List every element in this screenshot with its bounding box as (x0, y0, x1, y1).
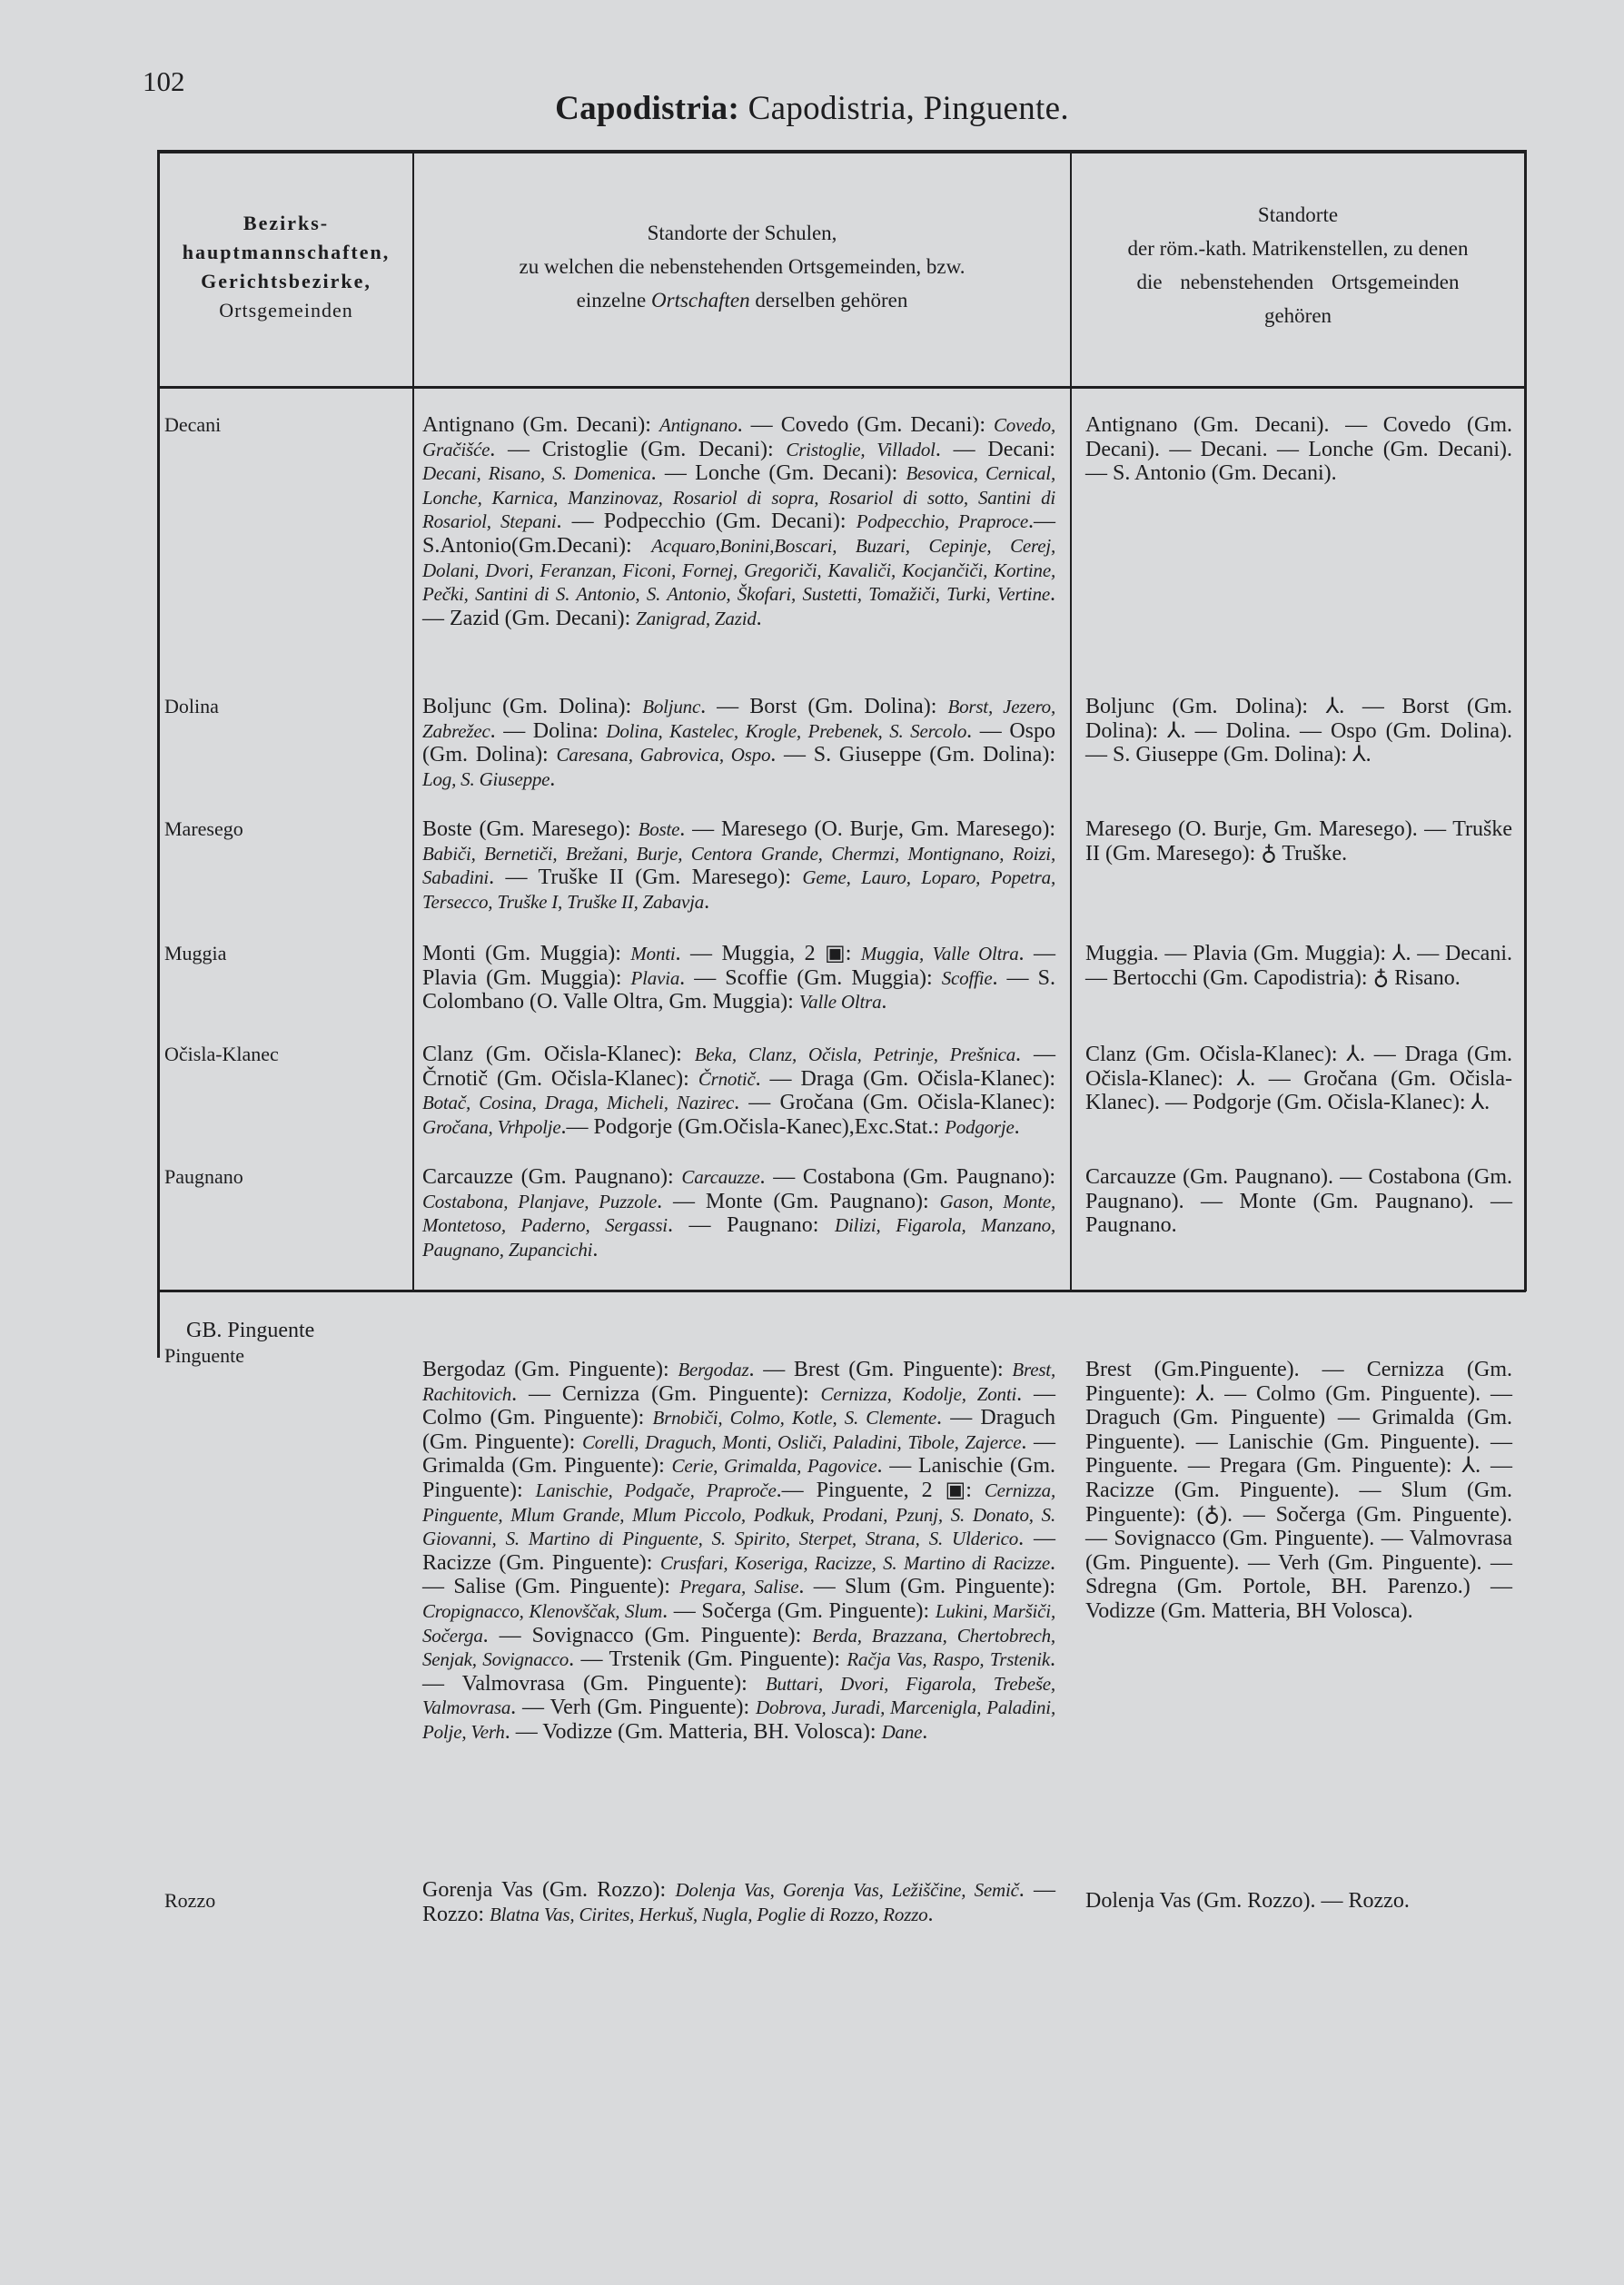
row-decani-schools: Antignano (Gm. Decani): Antignano. — Covedo (Gm. Decani): Covedo, Gračišće. — Cristoglie (Gm. Decani): Cristoglie, Villadol. — Decani: Decani, Risano, S. Domenica. — Lonche (Gm. Decani): Besovica, Cernical, Lonche, Karnica, Manzinovaz, Rosariol di sopra, Rosariol di sotto, Santini di Rosariol, Stepani. — Podpecchio (Gm. Decani): Podpecchio, Praproce.—S.Antonio(Gm.Decani): Acquaro,Bonini,Boscari, Buzari, Cepinje, Cerej, Dolani, Dvori, Feranzan, Ficoni, Fornej, Gregoriči, Kavaliči, Kocjančiči, Kortine, Pečki, Santini di S. Antonio, S. Antonio, Škofari, Sustetti, Tomažiči, Turki, Vertine. — Zazid (Gm. Decani): Zanigrad, Zazid. (422, 413, 1056, 630)
header-col1-line4: Ortsgemeinden (219, 299, 353, 321)
row-muggia-schools: Monti (Gm. Muggia): Monti. — Muggia, 2 ▣: Muggia, Valle Oltra. — Plavia (Gm. Muggia): Plavia. — Scoffie (Gm. Muggia): Scoffie. — S. Colombano (O. Valle Oltra, Gm. Muggia): Valle Oltra. (422, 942, 1056, 1014)
header-col1-line2: hauptmannschaften, (182, 241, 391, 263)
row-paugnano-parishes: Carcauzze (Gm. Paugnano). — Costabona (Gm. Paugnano). — Monte (Gm. Paugnano). — Paugnano. (1085, 1165, 1512, 1238)
row-paugnano-schools: Carcauzze (Gm. Paugnano): Carcauzze. — Costabona (Gm. Paugnano): Costabona, Planjave, Puzzole. — Monte (Gm. Paugnano): Gason, Monte, Montetoso, Paderno, Sergassi. — Paugnano: Dilizi, Figarola, Manzano, Paugnano, Zupancichi. (422, 1165, 1056, 1261)
row-muggia-parishes: Muggia. — Plavia (Gm. Muggia): ⅄. — Decani. — Bertocchi (Gm. Capodistria): ♁ Risano. (1085, 942, 1512, 990)
header-col3-line3: die nebenstehenden Ortsgemeinden (1136, 271, 1460, 293)
table-left-rule (157, 150, 160, 1358)
header-col2-line3c: derselben gehören (755, 289, 908, 312)
row-maresego-name: Maresego (164, 817, 243, 840)
row-decani-name: Decani (164, 413, 222, 436)
row-ocisla-klanec-schools: Clanz (Gm. Očisla-Klanec): Beka, Clanz, Očisla, Petrinje, Prešnica. — Črnotič (Gm. Očisla-Klanec): Črnotič. — Draga (Gm. Očisla-Klanec): Botač, Cosina, Draga, Micheli, Nazirec. — Gročana (Gm. Očisla-Klanec): Gročana, Vrhpolje.— Podgorje (Gm.Očisla-Kanec),Exc.Stat.: Podgorje. (422, 1043, 1056, 1139)
row-dolina-parishes: Boljunc (Gm. Dolina): ⅄. — Borst (Gm. Dolina): ⅄. — Dolina. — Ospo (Gm. Dolina). — S. Giuseppe (Gm. Dolina): ⅄. (1085, 695, 1512, 767)
header-col3-line2: der röm.-kath. Matrikenstellen, zu denen (1127, 237, 1469, 260)
header-col1 (162, 209, 411, 325)
header-col2-line1: Standorte der Schulen, (647, 222, 837, 244)
header-col2-line3a: einzelne (576, 289, 647, 312)
header-col3-line4: gehören (1263, 304, 1332, 327)
row-muggia-name: Muggia (164, 942, 227, 964)
header-col2-line3 (416, 283, 1068, 317)
row-rozzo-schools: Gorenja Vas (Gm. Rozzo): Dolenja Vas, Gorenja Vas, Ležiščine, Semič. — Rozzo: Blatna Vas, Cirites, Herkuš, Nugla, Poglie di Rozzo, Rozzo. (422, 1878, 1056, 1926)
row-dolina-schools: Boljunc (Gm. Dolina): Boljunc. — Borst (Gm. Dolina): Borst, Jezero, Zabrežec. — Dolina: Dolina, Kastelec, Krogle, Prebenek, S. Sercolo. — Ospo (Gm. Dolina): Caresana, Gabrovica, Ospo. — S. Giuseppe (Gm. Dolina): Log, S. Giuseppe. (422, 695, 1055, 791)
header-col2-line2: zu welchen die nebenstehenden Ortsgemeinden, bzw. (519, 255, 965, 278)
header-bottom-rule (157, 386, 1526, 389)
row-paugnano-name: Paugnano (164, 1165, 243, 1188)
column-rule-2 (1070, 150, 1072, 1291)
row-maresego-parishes: Maresego (O. Burje, Gm. Maresego). — Truške II (Gm. Maresego): ♁ Truške. (1085, 817, 1512, 866)
row-pinguente-parishes: Brest (Gm.Pinguente). — Cernizza (Gm. Pinguente): ⅄. — Colmo (Gm. Pinguente). — Draguch (Gm. Pinguente) — Grimalda (Gm. Pinguente). — Lanischie (Gm. Pinguente). — Pinguente. — Pregara (Gm. Pinguente): ⅄. — Racizze (Gm. Pinguente). — Slum (Gm. Pinguente): (♁). — Sočerga (Gm. Pinguente). — Sovignacco (Gm. Pinguente). — Valmovrasa (Gm. Pinguente). — Verh (Gm. Pinguente). — Sdregna (Gm. Portole, BH. Parenzo.) — Vodizze (Gm. Matteria, BH Volosca). (1085, 1358, 1512, 1623)
row-rozzo-name: Rozzo (164, 1889, 216, 1912)
header-col2-line3b: Ortschaften (651, 289, 750, 312)
header-col2 (416, 216, 1068, 317)
header-col3-line1: Standorte (1257, 203, 1339, 226)
row-maresego-schools: Boste (Gm. Maresego): Boste. — Maresego (O. Burje, Gm. Maresego): Babiči, Bernetiči, Brežani, Burje, Centora Grande, Chermzi, Montignano, Roizi, Sabadini. — Truške II (Gm. Maresego): Geme, Lauro, Loparo, Popetra, Tersecco, Truške I, Truške II, Zabavja. (422, 817, 1056, 914)
row-dolina-name: Dolina (164, 695, 219, 717)
header-col1-line1: Bezirks- (243, 212, 330, 234)
table-top-rule (157, 150, 1526, 153)
row-rozzo-parishes: Dolenja Vas (Gm. Rozzo). — Rozzo. (1085, 1889, 1410, 1913)
section-divider-rule (157, 1290, 1526, 1292)
column-rule-1 (412, 150, 414, 1291)
page-number: 102 (143, 65, 185, 97)
page-title (0, 89, 1624, 128)
row-ocisla-klanec-name: Očisla-Klanec (164, 1043, 279, 1065)
row-ocisla-klanec-parishes: Clanz (Gm. Očisla-Klanec): ⅄. — Draga (Gm. Očisla-Klanec): ⅄. — Gročana (Gm. Očisla-Klanec). — Podgorje (Gm. Očisla-Klanec): ⅄. (1085, 1043, 1512, 1115)
row-decani-parishes: Antignano (Gm. Decani). — Covedo (Gm. Decani). — Decani. — Lonche (Gm. Decani). — S. Antonio (Gm. Decani). (1085, 413, 1512, 486)
section-title-gb-pinguente: GB. Pinguente (186, 1319, 315, 1342)
header-col1-line3: Gerichtsbezirke, (201, 270, 371, 292)
page-title-bold: Capodistria: (555, 90, 740, 127)
table-right-rule (1524, 150, 1527, 1291)
row-pinguente-name: Pinguente (164, 1344, 244, 1367)
row-pinguente-schools: Bergodaz (Gm. Pinguente): Bergodaz. — Brest (Gm. Pinguente): Brest, Rachitovich. — Cernizza (Gm. Pinguente): Cernizza, Kodolje, Zonti. — Colmo (Gm. Pinguente): Brnobiči, Colmo, Kotle, S. Clemente. — Draguch (Gm. Pinguente): Corelli, Draguch, Monti, Osliči, Paladini, Tibole, Zajerce. — Grimalda (Gm. Pinguente): Cerie, Grimalda, Pagovice. — Lanischie (Gm. Pinguente): Lanischie, Podgače, Praproče.— Pinguente, 2 ▣: Cernizza, Pinguente, Mlum Grande, Mlum Piccolo, Podkuk, Prodani, Pzunj, S. Donato, S. Giovanni, S. Martino di Pinguente, S. Spirito, Sterpet, Strana, S. Ulderico. — Racizze (Gm. Pinguente): Crusfari, Koseriga, Racizze, S. Martino di Racizze. — Salise (Gm. Pinguente): Pregara, Salise. — Slum (Gm. Pinguente): Cropignacco, Klenovščak, Slum. — Sočerga (Gm. Pinguente): Lukini, Maršiči, Sočerga. — Sovignacco (Gm. Pinguente): Berda, Brazzana, Chertobrech, Senjak, Sovignacco. — Trstenik (Gm. Pinguente): Račja Vas, Raspo, Trstenik. — Valmovrasa (Gm. Pinguente): Buttari, Dvori, Figarola, Trebeše, Valmovrasa. — Verh (Gm. Pinguente): Dobrova, Juradi, Marcenigla, Paladini, Polje, Verh. — Vodizze (Gm. Matteria, BH. Volosca): Dane. (422, 1358, 1056, 1744)
page-title-rest: Capodistria, Pinguente. (739, 90, 1069, 127)
header-col3 (1074, 198, 1522, 332)
